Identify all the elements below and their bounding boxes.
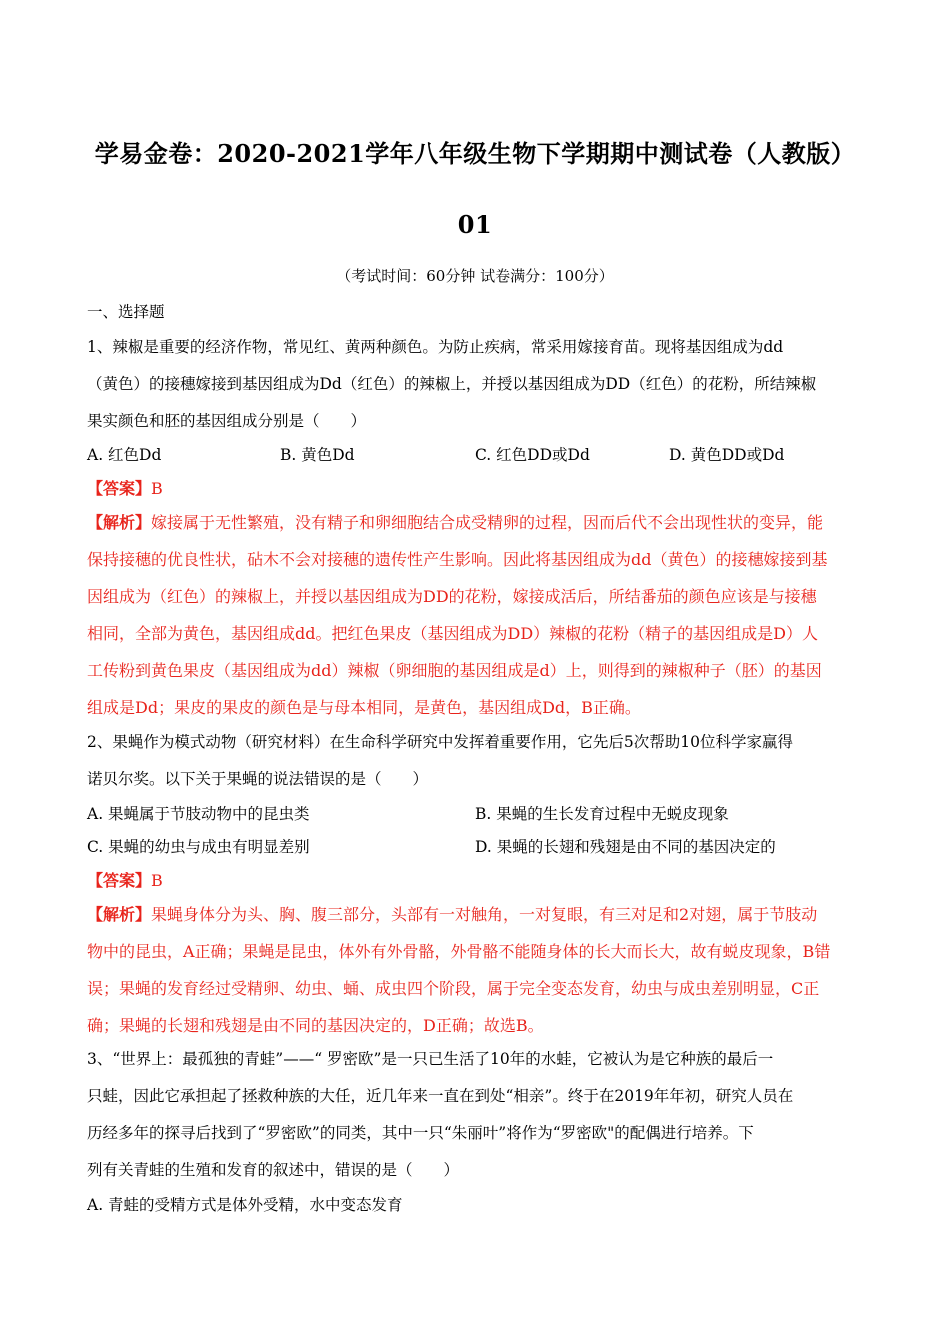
question-2-line: 2、果蝇作为模式动物（研究材料）在生命科学研究中发挥着重要作用，它先后5次帮助10位科学家赢得 [87,733,793,751]
q2-option-c: C. 果蝇的幼虫与成虫有明显差别 [87,838,310,856]
q3-option-a: A. 青蛙的受精方式是体外受精，水中变态发育 [87,1196,403,1214]
q1-option-a: A. 红色Dd [87,446,162,464]
analysis-tag: 【解析】 [87,513,152,532]
document-title: 学易金卷：2020-2021学年八年级生物下学期期中测试卷（人教版） [94,139,856,168]
q1-option-b: B. 黄色Dd [280,446,355,464]
question-3-line: 历经多年的探寻后找到了“罗密欧”的同类，其中一只“朱丽叶”将作为“罗密欧"的配偶进行培养。下 [87,1124,754,1142]
q1-analysis-line: 组成是Dd；果皮的果皮的颜色是与母本相同，是黄色，基因组成Dd，B正确。 [87,698,641,717]
analysis-text: 嫁接属于无性繁殖，没有精子和卵细胞结合成受精卵的过程，因而后代不会出现性状的变异，能 [151,513,824,532]
q2-analysis-line: 物中的昆虫，A正确；果蝇是昆虫，体外有外骨骼，外骨骼不能随身体的长大而长大，故有蜕皮现象，B错 [87,942,831,961]
q2-option-b: B. 果蝇的生长发育过程中无蜕皮现象 [475,805,729,823]
answer-tag: 【答案】 [87,871,152,890]
answer-value: B [151,479,163,498]
question-1-line: 果实颜色和胚的基因组成分别是（ ） [87,412,367,430]
q2-option-d: D. 果蝇的长翅和残翅是由不同的基因决定的 [475,838,776,856]
section-title: 一、选择题 [87,303,165,321]
question-2-line: 诺贝尔奖。以下关于果蝇的说法错误的是（ ） [87,770,429,788]
document-title-number: 01 [457,210,493,239]
exam-info: （考试时间：60分钟 试卷满分：100分） [336,267,614,285]
q1-analysis-line [87,510,867,533]
q1-answer [87,476,867,499]
q1-analysis-line: 工传粉到黄色果皮（基因组成为dd）辣椒（卵细胞的基因组成是d）上，则得到的辣椒种子（胚）的基因 [87,661,822,680]
q2-analysis-line [87,902,867,925]
answer-tag: 【答案】 [87,479,152,498]
analysis-tag: 【解析】 [87,905,152,924]
q2-analysis-line: 确；果蝇的长翅和残翅是由不同的基因决定的，D正确；故选B。 [87,1016,544,1035]
question-1-line: 1、辣椒是重要的经济作物，常见红、黄两种颜色。为防止疾病，常采用嫁接育苗。现将基因组成为dd [87,338,784,356]
q1-analysis-line: 保持接穗的优良性状，砧木不会对接穗的遗传性产生影响。因此将基因组成为dd（黄色）的接穗嫁接到基 [87,550,828,569]
q2-answer [87,868,867,891]
q2-option-a: A. 果蝇属于节肢动物中的昆虫类 [87,805,310,823]
answer-value: B [151,871,163,890]
q1-option-d: D. 黄色DD或Dd [669,446,785,464]
q1-analysis-line: 相同，全部为黄色，基因组成dd。把红色果皮（基因组成为DD）辣椒的花粉（精子的基因组成是D）人 [87,624,818,643]
question-3-line: 只蛙，因此它承担起了拯救种族的大任，近几年来一直在到处“相亲”。终于在2019年年初，研究人员在 [87,1087,794,1105]
question-3-line: 3、“世界上：最孤独的青蛙”——“ 罗密欧”是一只已生活了10年的水蛙，它被认为是它种族的最后一 [87,1050,774,1068]
q1-option-c: C. 红色DD或Dd [475,446,590,464]
analysis-text: 果蝇身体分为头、胸、腹三部分，头部有一对触角，一对复眼，有三对足和2对翅，属于节肢动 [151,905,818,924]
q2-analysis-line: 误；果蝇的发育经过受精卵、幼虫、蛹、成虫四个阶段，属于完全变态发育，幼虫与成虫差别明显，C正 [87,979,820,998]
question-3-line: 列有关青蛙的生殖和发育的叙述中，错误的是（ ） [87,1161,460,1179]
question-1-line: （黄色）的接穗嫁接到基因组成为Dd（红色）的辣椒上，并授以基因组成为DD（红色）的花粉，所结辣椒 [87,375,817,393]
q1-analysis-line: 因组成为（红色）的辣椒上，并授以基因组成为DD的花粉，嫁接成活后，所结番茄的颜色应该是与接穗 [87,587,817,606]
